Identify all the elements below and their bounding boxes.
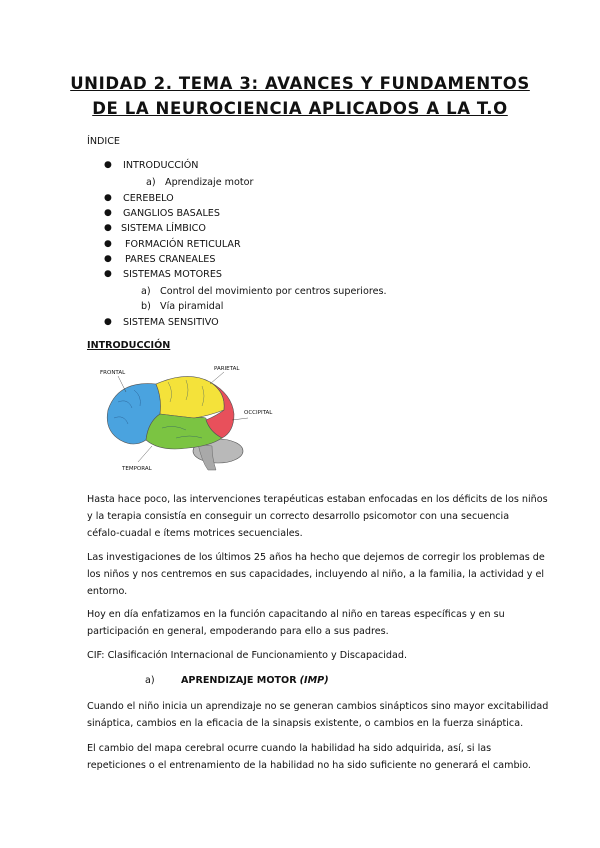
bullet-icon: ● — [104, 254, 112, 264]
parietal-lobe-region — [156, 376, 224, 418]
paragraph-line: sináptica, cambios en la eficacia de la sinapsis existente, o cambios en la fuerza sináptica. — [87, 718, 524, 729]
paragraph-line: céfalo-cuadal e ítems motrices secuenciales. — [87, 528, 303, 539]
paragraph-line: Hasta hace poco, las intervenciones terapéuticas estaban enfocadas en los déficits de los niños — [87, 494, 548, 505]
document-title-line-1: UNIDAD 2. TEMA 3: AVANCES Y FUNDAMENTOS — [70, 74, 530, 93]
intro-paragraph-3 — [87, 606, 527, 640]
index-heading: ÍNDICE — [87, 136, 120, 147]
heading-label: APRENDIZAJE MOTOR — [181, 675, 297, 686]
toc-item-cerebelo: CEREBELO — [123, 193, 174, 204]
toc-subitem-aprendizaje-motor: Aprendizaje motor — [165, 177, 254, 188]
motor-paragraph-1 — [87, 698, 549, 732]
toc-subitem-via-piramidal: Vía piramidal — [160, 301, 224, 312]
bullet-icon: ● — [104, 223, 112, 233]
toc-item-pares-craneales: PARES CRANEALES — [125, 254, 216, 265]
toc-item-sistema-limbico: SISTEMA LÍMBICO — [121, 223, 206, 234]
paragraph-line: participación en general, empoderando para ello a sus padres. — [87, 626, 389, 637]
bullet-icon: ● — [104, 193, 112, 203]
heading-abbr: (IMP) — [299, 675, 329, 686]
occipital-label: OCCIPITAL — [244, 410, 273, 416]
intro-paragraph-2 — [87, 549, 545, 600]
brain-lobes-figure — [98, 362, 283, 474]
intro-paragraph-cif — [87, 647, 527, 664]
bullet-icon: ● — [104, 160, 112, 170]
toc-item-formacion-reticular: FORMACIÓN RETICULAR — [125, 239, 241, 250]
toc-item-sistemas-motores: SISTEMAS MOTORES — [123, 269, 222, 280]
toc-subitem-letter: a) — [146, 177, 156, 188]
toc-subitem-control-movimiento: Control del movimiento por centros superiores. — [160, 286, 387, 297]
document-title-line-2: DE LA NEUROCIENCIA APLICADOS A LA T.O — [92, 99, 508, 118]
paragraph-line: los niños y nos centremos en sus capacidades, incluyendo al niño, a la familia, la actividad y el — [87, 569, 545, 580]
temporal-label: TEMPORAL — [122, 466, 152, 472]
frontal-label: FRONTAL — [100, 370, 126, 376]
paragraph-line: Hoy en día enfatizamos en la función capacitando al niño en tareas específicas y en su — [87, 609, 505, 620]
aprendizaje-motor-heading — [145, 675, 329, 686]
toc-subitem-letter: a) — [141, 286, 151, 297]
toc-item-ganglios-basales: GANGLIOS BASALES — [123, 208, 220, 219]
parietal-label: PARIETAL — [214, 366, 240, 372]
toc-subitem-letter: b) — [141, 301, 151, 312]
intro-paragraph-1 — [87, 491, 548, 542]
paragraph-line: Cuando el niño inicia un aprendizaje no se generan cambios sinápticos sino mayor excitabilidad — [87, 701, 549, 712]
motor-paragraph-2 — [87, 740, 531, 774]
bullet-icon: ● — [104, 317, 112, 327]
bullet-icon: ● — [104, 239, 112, 249]
paragraph-line: entorno. — [87, 586, 128, 597]
paragraph-line: Las investigaciones de los últimos 25 años ha hecho que dejemos de corregir los problemas de — [87, 552, 545, 563]
toc-item-introduccion: INTRODUCCIÓN — [123, 160, 199, 171]
bullet-icon: ● — [104, 208, 112, 218]
paragraph-line: y la terapia consistía en conseguir un correcto desarrollo psicomotor con una secuencia — [87, 511, 510, 522]
toc-item-sistema-sensitivo: SISTEMA SENSITIVO — [123, 317, 219, 328]
bullet-icon: ● — [104, 269, 112, 279]
paragraph-line: CIF: Clasificación Internacional de Funcionamiento y Discapacidad. — [87, 650, 408, 661]
paragraph-line: repeticiones o el entrenamiento de la habilidad no ha sido suficiente no generará el cambio. — [87, 760, 531, 771]
heading-letter: a) — [145, 675, 155, 686]
paragraph-line: El cambio del mapa cerebral ocurre cuando la habilidad ha sido adquirida, así, si las — [87, 743, 492, 754]
introduccion-heading: INTRODUCCIÓN — [87, 340, 171, 351]
